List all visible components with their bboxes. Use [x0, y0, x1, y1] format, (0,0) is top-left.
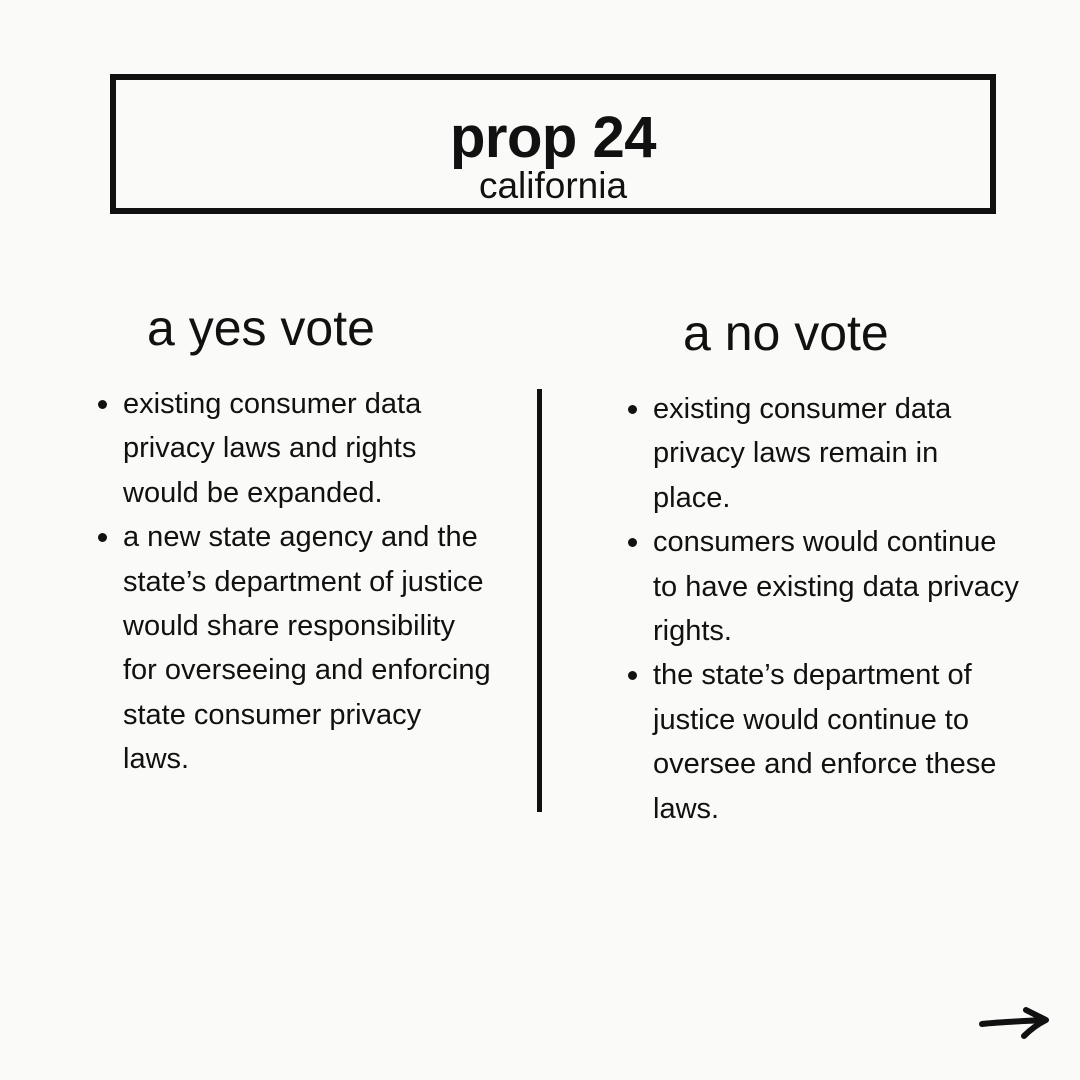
- list-item: [653, 653, 1023, 831]
- list-item: [653, 520, 1023, 653]
- list-item-text: existing consumer data privacy laws and rights would be expanded.: [123, 388, 422, 509]
- list-item: [123, 382, 493, 515]
- next-arrow-icon[interactable]: [978, 1006, 1054, 1046]
- arrow-right-icon: [978, 1006, 1054, 1046]
- no-vote-heading: a no vote: [683, 305, 889, 361]
- list-item-text: consumers would continue to have existing data privacy rights.: [653, 526, 1019, 648]
- column-divider: [537, 389, 542, 812]
- bullet-icon: [628, 405, 637, 414]
- list-item: [123, 515, 493, 781]
- page-title: prop 24: [450, 105, 656, 170]
- bullet-icon: [628, 538, 637, 547]
- list-item: [653, 387, 1023, 520]
- yes-vote-heading: a yes vote: [147, 300, 375, 356]
- no-vote-list: [653, 387, 1023, 831]
- bullet-icon: [98, 533, 107, 542]
- list-item-text: existing consumer data privacy laws remain in place.: [653, 393, 952, 514]
- list-item-text: the state’s department of justice would continue to oversee and enforce these laws.: [653, 659, 997, 825]
- yes-vote-list: [123, 382, 493, 782]
- title-box: [110, 74, 996, 214]
- page-subtitle: california: [478, 165, 628, 206]
- bullet-icon: [98, 400, 107, 409]
- bullet-icon: [628, 671, 637, 680]
- list-item-text: a new state agency and the state’s department of justice would share responsibility for overseeing and enforcing state consumer privacy laws.: [123, 521, 491, 776]
